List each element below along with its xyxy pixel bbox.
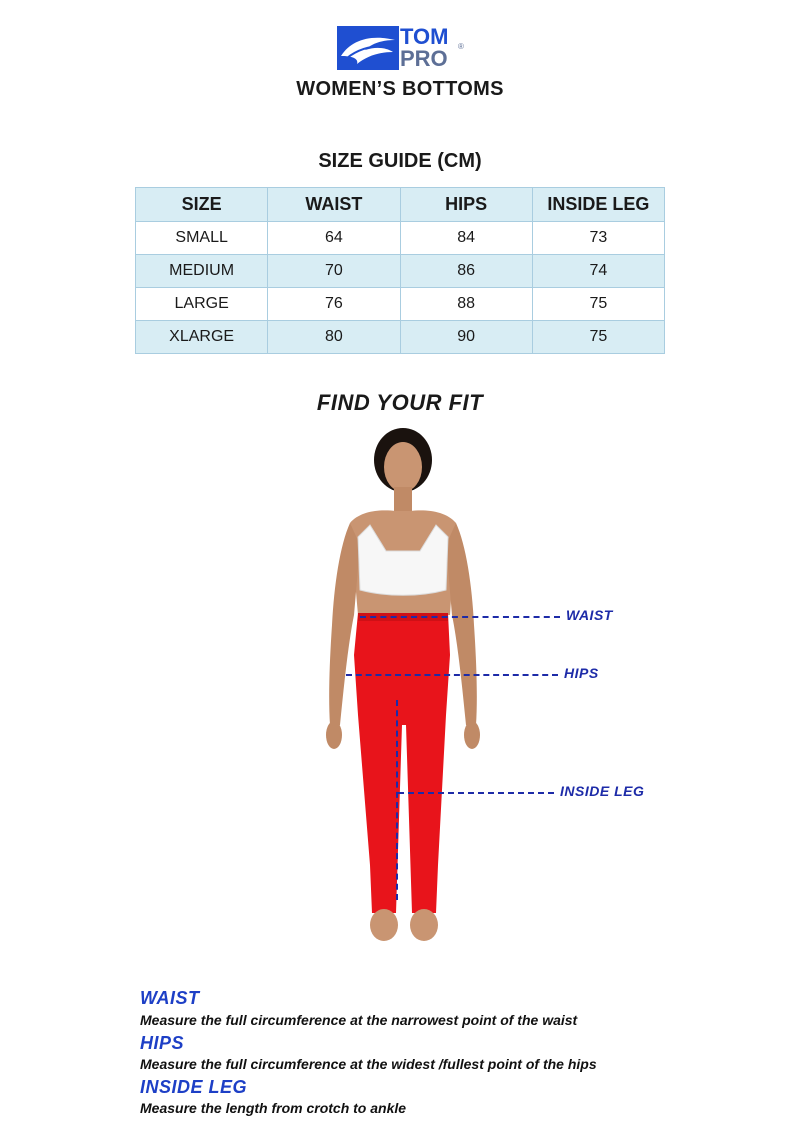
cell-waist: 76 xyxy=(268,288,400,321)
definition-term-inside-leg: INSIDE LEG xyxy=(140,1077,248,1097)
cell-size: MEDIUM xyxy=(136,255,268,288)
size-guide-title: SIZE GUIDE (CM) xyxy=(318,150,482,172)
cell-inside-leg: 75 xyxy=(532,321,664,354)
header-inside-leg: INSIDE LEG xyxy=(532,188,664,222)
cell-hips: 88 xyxy=(400,288,532,321)
header-hips: HIPS xyxy=(400,188,532,222)
cell-hips: 90 xyxy=(400,321,532,354)
table-row xyxy=(136,288,665,321)
waist-guide-label: WAIST xyxy=(566,607,613,623)
inside-leg-guide-vertical xyxy=(396,700,398,900)
definition-text-waist: Measure the full circumference at the narrowest point of the waist xyxy=(140,1012,578,1028)
cell-hips: 86 xyxy=(400,255,532,288)
cell-waist: 64 xyxy=(268,222,400,255)
registered-mark: ® xyxy=(458,42,464,51)
inside-leg-guide-label: INSIDE LEG xyxy=(560,783,645,799)
table-row xyxy=(136,222,665,255)
hips-guide-label: HIPS xyxy=(564,665,599,681)
table-row xyxy=(136,255,665,288)
definition-text-hips: Measure the full circumference at the widest /fullest point of the hips xyxy=(140,1056,597,1072)
definition-term-hips: HIPS xyxy=(140,1033,185,1053)
table-row xyxy=(136,321,665,354)
eagle-logo-icon xyxy=(337,26,399,70)
table-header-row xyxy=(136,188,665,222)
size-table xyxy=(135,187,665,354)
brand-logo xyxy=(337,26,467,70)
fit-title: FIND YOUR FIT xyxy=(316,390,484,415)
cell-waist: 70 xyxy=(268,255,400,288)
cell-inside-leg: 73 xyxy=(532,222,664,255)
brand-name-line1: TOM xyxy=(400,24,449,49)
cell-inside-leg: 74 xyxy=(532,255,664,288)
cell-size: LARGE xyxy=(136,288,268,321)
hips-guide-line xyxy=(346,674,558,676)
cell-inside-leg: 75 xyxy=(532,288,664,321)
inside-leg-guide-line xyxy=(398,792,554,794)
header-size: SIZE xyxy=(136,188,268,222)
header-waist: WAIST xyxy=(268,188,400,222)
cell-size: XLARGE xyxy=(136,321,268,354)
model-figure xyxy=(300,425,510,950)
waist-guide-line xyxy=(360,616,560,618)
page-title: WOMEN’S BOTTOMS xyxy=(296,78,504,100)
cell-size: SMALL xyxy=(136,222,268,255)
definition-text-inside-leg: Measure the length from crotch to ankle xyxy=(140,1100,407,1116)
cell-hips: 84 xyxy=(400,222,532,255)
cell-waist: 80 xyxy=(268,321,400,354)
definition-term-waist: WAIST xyxy=(140,988,200,1008)
brand-name-line2: PRO xyxy=(400,46,448,71)
